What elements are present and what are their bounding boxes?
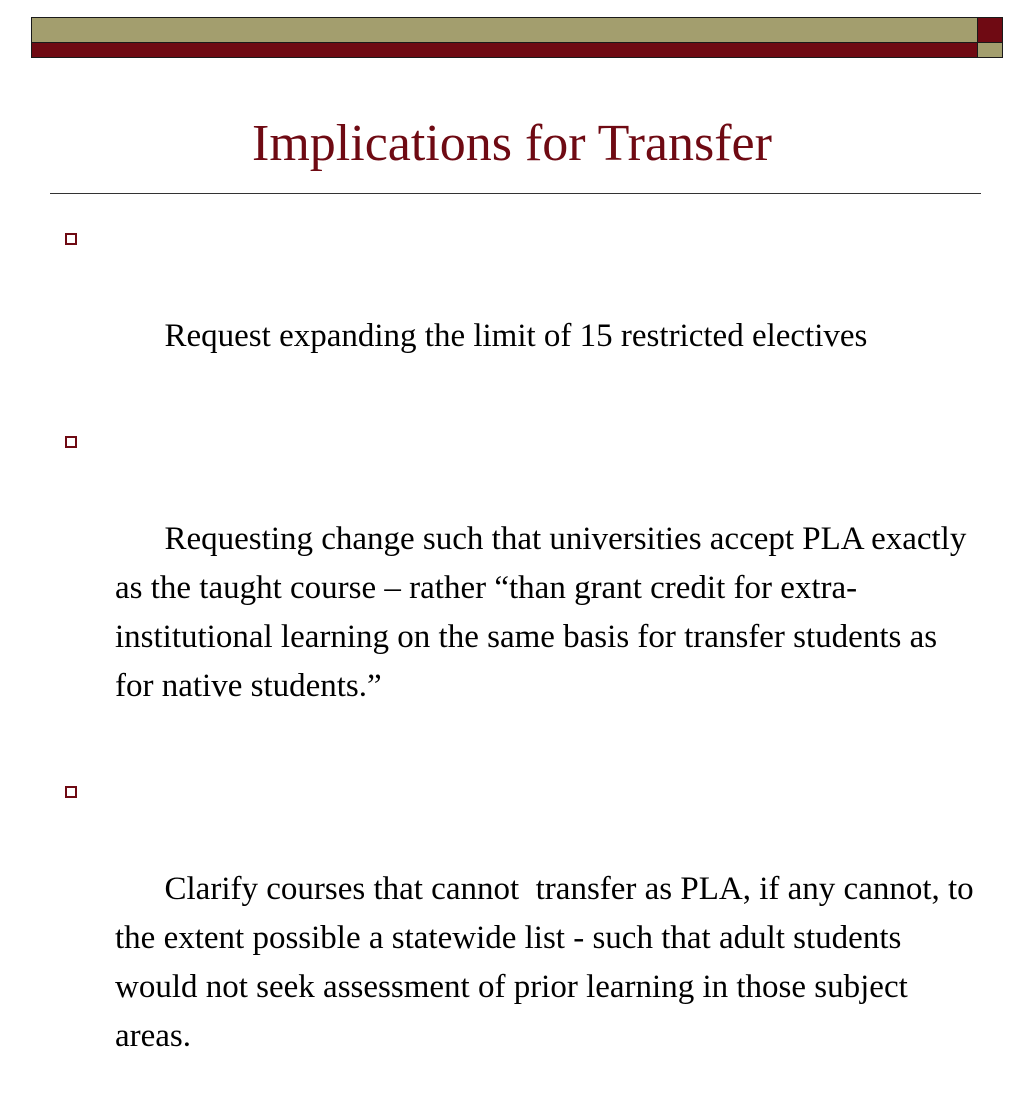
bullet-text: Clarify courses that cannot transfer as PLA, if any cannot, to the extent possible a statewide list - such that adult students would not seek assessment of prior learning in those subject areas. bbox=[115, 871, 982, 1054]
bullet-text: Request expanding the limit of 15 restricted electives bbox=[164, 318, 868, 354]
square-bullet-icon bbox=[65, 436, 77, 448]
bullet-item bbox=[65, 417, 975, 760]
header-square-olive bbox=[977, 42, 1003, 58]
bullet-list bbox=[65, 214, 982, 1117]
header-band-maroon bbox=[31, 42, 978, 58]
square-bullet-icon bbox=[65, 786, 77, 798]
slide-title: Implications for Transfer bbox=[252, 115, 772, 172]
bullet-item bbox=[65, 214, 975, 410]
bullet-item bbox=[65, 767, 982, 1110]
square-bullet-icon bbox=[65, 233, 77, 245]
header-square-maroon bbox=[977, 17, 1003, 43]
header-band-olive bbox=[31, 17, 978, 43]
bullet-text: Requesting change such that universities accept PLA exactly as the taught course – rather “than grant credit for extra-institutional learning on the same basis for transfer students as for native students.” bbox=[115, 521, 975, 704]
title-divider bbox=[50, 193, 981, 194]
